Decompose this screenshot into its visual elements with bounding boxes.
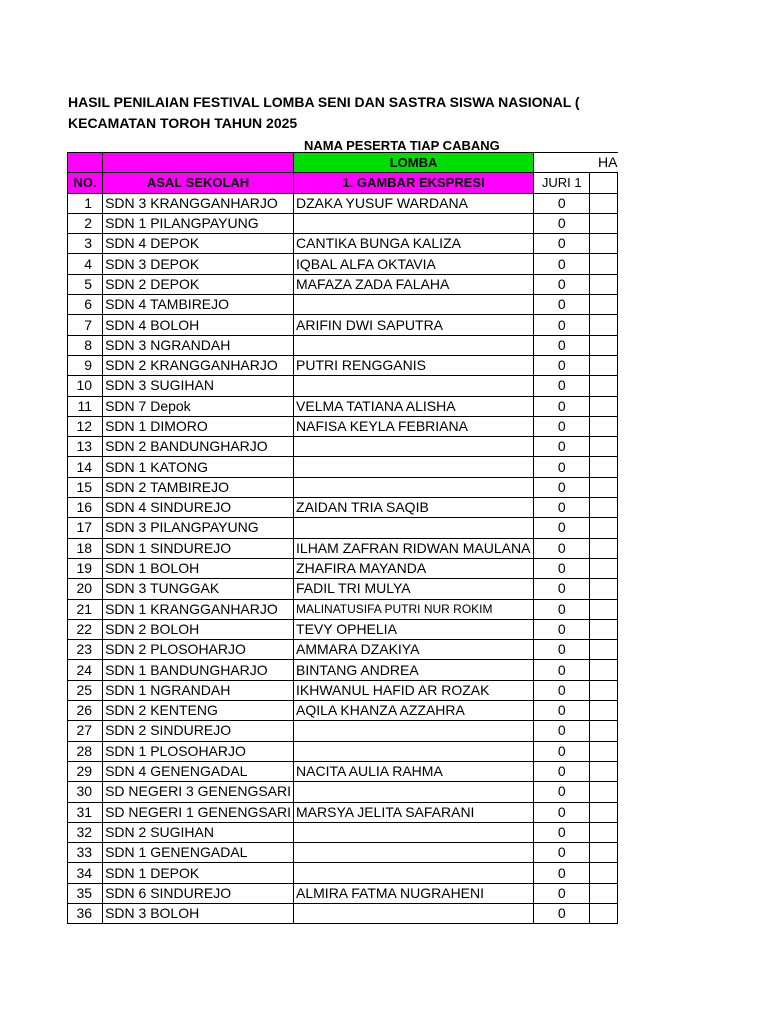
juri-1-score: 0: [534, 883, 590, 903]
header-no-top: [68, 153, 103, 173]
juri-1-score: 0: [534, 619, 590, 639]
results-table: [67, 152, 618, 924]
juri-1-score: 0: [534, 518, 590, 538]
school-name: SDN 1 PLOSOHARJO: [103, 741, 294, 761]
school-name: SDN 1 DEPOK: [103, 863, 294, 883]
subheading: NAMA PESERTA TIAP CABANG: [304, 138, 500, 153]
table-row: [68, 701, 618, 721]
school-name: SDN 2 TAMBIREJO: [103, 477, 294, 497]
juri-1-score: 0: [534, 579, 590, 599]
juri-1-score: 0: [534, 721, 590, 741]
school-name: SDN 2 KENTENG: [103, 701, 294, 721]
juri-1-score: 0: [534, 822, 590, 842]
header-extra: [590, 173, 618, 193]
table-row: [68, 518, 618, 538]
table-row: [68, 599, 618, 619]
juri-1-score: 0: [534, 660, 590, 680]
row-number: 13: [68, 437, 103, 457]
juri-1-score: 0: [534, 213, 590, 233]
row-number: 30: [68, 782, 103, 802]
extra-cell: [590, 701, 618, 721]
row-number: 19: [68, 558, 103, 578]
juri-1-score: 0: [534, 761, 590, 781]
table-row: [68, 680, 618, 700]
participant-name: [294, 518, 534, 538]
row-number: 5: [68, 274, 103, 294]
school-name: SDN 1 KATONG: [103, 457, 294, 477]
school-name: SDN 7 Depok: [103, 396, 294, 416]
table-row: [68, 396, 618, 416]
row-number: 27: [68, 721, 103, 741]
participant-name: [294, 741, 534, 761]
school-name: SDN 1 DIMORO: [103, 416, 294, 436]
participant-name: AQILA KHANZA AZZAHRA: [294, 701, 534, 721]
participant-name: ZHAFIRA MAYANDA: [294, 558, 534, 578]
school-name: SDN 1 PILANGPAYUNG: [103, 213, 294, 233]
header-asal-sekolah: ASAL SEKOLAH: [103, 173, 294, 193]
extra-cell: [590, 903, 618, 923]
table-body: [68, 193, 618, 924]
school-name: SD NEGERI 3 GENENGSARI: [103, 782, 294, 802]
juri-1-score: 0: [534, 376, 590, 396]
table-row: [68, 234, 618, 254]
extra-cell: [590, 234, 618, 254]
participant-name: MALINATUSIFA PUTRI NUR ROKIM: [294, 599, 534, 619]
extra-cell: [590, 437, 618, 457]
row-number: 32: [68, 822, 103, 842]
table-row: [68, 274, 618, 294]
participant-name: [294, 457, 534, 477]
row-number: 20: [68, 579, 103, 599]
row-number: 24: [68, 660, 103, 680]
header-row: [68, 173, 618, 193]
table-row: [68, 477, 618, 497]
table-row: [68, 193, 618, 213]
row-number: 26: [68, 701, 103, 721]
extra-cell: [590, 660, 618, 680]
table-row: [68, 437, 618, 457]
juri-1-score: 0: [534, 538, 590, 558]
juri-1-score: 0: [534, 254, 590, 274]
document-title-line2: KECAMATAN TOROH TAHUN 2025: [68, 115, 298, 131]
participant-name: ARIFIN DWI SAPUTRA: [294, 315, 534, 335]
participant-name: ALMIRA FATMA NUGRAHENI: [294, 883, 534, 903]
participant-name: [294, 477, 534, 497]
school-name: SDN 1 KRANGGANHARJO: [103, 599, 294, 619]
row-number: 16: [68, 498, 103, 518]
table-row: [68, 457, 618, 477]
extra-cell: [590, 782, 618, 802]
juri-1-score: 0: [534, 295, 590, 315]
row-number: 28: [68, 741, 103, 761]
row-number: 29: [68, 761, 103, 781]
row-number: 15: [68, 477, 103, 497]
extra-cell: [590, 254, 618, 274]
school-name: SDN 2 PLOSOHARJO: [103, 640, 294, 660]
school-name: SDN 3 PILANGPAYUNG: [103, 518, 294, 538]
school-name: SDN 4 GENENGADAL: [103, 761, 294, 781]
school-name: SDN 1 NGRANDAH: [103, 680, 294, 700]
table-row: [68, 903, 618, 923]
table-row: [68, 761, 618, 781]
extra-cell: [590, 863, 618, 883]
school-name: SDN 2 SUGIHAN: [103, 822, 294, 842]
participant-name: FADIL TRI MULYA: [294, 579, 534, 599]
table-row: [68, 416, 618, 436]
juri-1-score: 0: [534, 234, 590, 254]
participant-name: ILHAM ZAFRAN RIDWAN MAULANA: [294, 538, 534, 558]
extra-cell: [590, 599, 618, 619]
participant-name: TEVY OPHELIA: [294, 619, 534, 639]
school-name: SDN 4 DEPOK: [103, 234, 294, 254]
participant-name: BINTANG ANDREA: [294, 660, 534, 680]
extra-cell: [590, 640, 618, 660]
participant-name: [294, 213, 534, 233]
juri-1-score: 0: [534, 863, 590, 883]
row-number: 18: [68, 538, 103, 558]
table-row: [68, 376, 618, 396]
row-number: 21: [68, 599, 103, 619]
row-number: 31: [68, 802, 103, 822]
juri-1-score: 0: [534, 315, 590, 335]
extra-cell: [590, 761, 618, 781]
table-row: [68, 782, 618, 802]
extra-cell: [590, 822, 618, 842]
juri-1-score: 0: [534, 457, 590, 477]
table-row: [68, 802, 618, 822]
juri-1-score: 0: [534, 802, 590, 822]
row-number: 6: [68, 295, 103, 315]
school-name: SDN 1 SINDUREJO: [103, 538, 294, 558]
juri-1-score: 0: [534, 680, 590, 700]
extra-cell: [590, 843, 618, 863]
participant-name: [294, 376, 534, 396]
table-row: [68, 538, 618, 558]
header-asal-top: [103, 153, 294, 173]
school-name: SDN 3 TUNGGAK: [103, 579, 294, 599]
table-row: [68, 295, 618, 315]
juri-1-score: 0: [534, 477, 590, 497]
table-row: [68, 640, 618, 660]
juri-1-score: 0: [534, 335, 590, 355]
participant-name: NACITA AULIA RAHMA: [294, 761, 534, 781]
school-name: SDN 2 BANDUNGHARJO: [103, 437, 294, 457]
juri-1-score: 0: [534, 741, 590, 761]
row-number: 7: [68, 315, 103, 335]
table-row: [68, 843, 618, 863]
header-juri-1: JURI 1: [534, 173, 590, 193]
table-row: [68, 619, 618, 639]
school-name: SDN 2 KRANGGANHARJO: [103, 355, 294, 375]
table-row: [68, 335, 618, 355]
extra-cell: [590, 741, 618, 761]
participant-name: [294, 863, 534, 883]
participant-name: [294, 782, 534, 802]
juri-1-score: 0: [534, 701, 590, 721]
juri-1-score: 0: [534, 558, 590, 578]
school-name: SDN 3 NGRANDAH: [103, 335, 294, 355]
participant-name: MAFAZA ZADA FALAHA: [294, 274, 534, 294]
row-number: 4: [68, 254, 103, 274]
participant-name: VELMA TATIANA ALISHA: [294, 396, 534, 416]
juri-1-score: 0: [534, 843, 590, 863]
extra-cell: [590, 538, 618, 558]
participant-name: [294, 903, 534, 923]
juri-1-score: 0: [534, 416, 590, 436]
school-name: SD NEGERI 1 GENENGSARI: [103, 802, 294, 822]
extra-cell: [590, 558, 618, 578]
extra-cell: [590, 721, 618, 741]
row-number: 22: [68, 619, 103, 639]
extra-cell: [590, 355, 618, 375]
row-number: 12: [68, 416, 103, 436]
table-row: [68, 579, 618, 599]
table-row: [68, 254, 618, 274]
extra-cell: [590, 396, 618, 416]
extra-cell: [590, 457, 618, 477]
row-number: 14: [68, 457, 103, 477]
table-row: [68, 558, 618, 578]
table-row: [68, 741, 618, 761]
participant-name: AMMARA DZAKIYA: [294, 640, 534, 660]
document-title-line1: HASIL PENILAIAN FESTIVAL LOMBA SENI DAN SASTRA SISWA NASIONAL (: [68, 94, 580, 110]
participant-name: [294, 295, 534, 315]
extra-cell: [590, 213, 618, 233]
row-number: 25: [68, 680, 103, 700]
school-name: SDN 3 BOLOH: [103, 903, 294, 923]
school-name: SDN 2 BOLOH: [103, 619, 294, 639]
row-number: 17: [68, 518, 103, 538]
row-number: 36: [68, 903, 103, 923]
participant-name: CANTIKA BUNGA KALIZA: [294, 234, 534, 254]
extra-cell: [590, 619, 618, 639]
participant-name: IQBAL ALFA OKTAVIA: [294, 254, 534, 274]
table-row: [68, 883, 618, 903]
extra-cell: [590, 477, 618, 497]
extra-cell: [590, 680, 618, 700]
juri-1-score: 0: [534, 355, 590, 375]
juri-1-score: 0: [534, 782, 590, 802]
extra-cell: [590, 193, 618, 213]
extra-cell: [590, 498, 618, 518]
juri-1-score: 0: [534, 437, 590, 457]
table-row: [68, 822, 618, 842]
juri-1-score: 0: [534, 903, 590, 923]
juri-1-score: 0: [534, 193, 590, 213]
school-name: SDN 3 DEPOK: [103, 254, 294, 274]
participant-name: ZAIDAN TRIA SAQIB: [294, 498, 534, 518]
extra-cell: [590, 274, 618, 294]
juri-1-score: 0: [534, 396, 590, 416]
extra-cell: [590, 802, 618, 822]
table-row: [68, 213, 618, 233]
school-name: SDN 2 DEPOK: [103, 274, 294, 294]
participant-name: MARSYA JELITA SAFARANI: [294, 802, 534, 822]
table-row: [68, 660, 618, 680]
participant-name: IKHWANUL HAFID AR ROZAK: [294, 680, 534, 700]
extra-cell: [590, 315, 618, 335]
row-number: 33: [68, 843, 103, 863]
school-name: SDN 1 GENENGADAL: [103, 843, 294, 863]
participant-name: NAFISA KEYLA FEBRIANA: [294, 416, 534, 436]
juri-1-score: 0: [534, 640, 590, 660]
participant-name: [294, 335, 534, 355]
participant-name: [294, 822, 534, 842]
row-number: 3: [68, 234, 103, 254]
extra-cell: [590, 376, 618, 396]
participant-name: [294, 437, 534, 457]
school-name: SDN 2 SINDUREJO: [103, 721, 294, 741]
extra-cell: [590, 518, 618, 538]
row-number: 8: [68, 335, 103, 355]
row-number: 1: [68, 193, 103, 213]
extra-cell: [590, 416, 618, 436]
juri-1-score: 0: [534, 599, 590, 619]
row-number: 23: [68, 640, 103, 660]
table-row: [68, 355, 618, 375]
table-row: [68, 863, 618, 883]
participant-name: [294, 843, 534, 863]
school-name: SDN 3 KRANGGANHARJO: [103, 193, 294, 213]
header-no: NO.: [68, 173, 103, 193]
school-name: SDN 3 SUGIHAN: [103, 376, 294, 396]
header-lomba: LOMBA: [294, 153, 534, 173]
row-number: 2: [68, 213, 103, 233]
school-name: SDN 4 SINDUREJO: [103, 498, 294, 518]
row-number: 11: [68, 396, 103, 416]
school-name: SDN 4 TAMBIREJO: [103, 295, 294, 315]
school-name: SDN 6 SINDUREJO: [103, 883, 294, 903]
header-gambar-ekspresi: 1. GAMBAR EKSPRESI: [294, 173, 534, 193]
extra-cell: [590, 335, 618, 355]
extra-cell: [590, 295, 618, 315]
table-row: [68, 721, 618, 741]
header-row-top: [68, 153, 618, 173]
row-number: 35: [68, 883, 103, 903]
row-number: 9: [68, 355, 103, 375]
juri-1-score: 0: [534, 498, 590, 518]
row-number: 10: [68, 376, 103, 396]
table-row: [68, 315, 618, 335]
school-name: SDN 1 BOLOH: [103, 558, 294, 578]
header-ha: HA: [534, 153, 618, 173]
extra-cell: [590, 579, 618, 599]
extra-cell: [590, 883, 618, 903]
school-name: SDN 4 BOLOH: [103, 315, 294, 335]
participant-name: [294, 721, 534, 741]
school-name: SDN 1 BANDUNGHARJO: [103, 660, 294, 680]
participant-name: PUTRI RENGGANIS: [294, 355, 534, 375]
table-row: [68, 498, 618, 518]
juri-1-score: 0: [534, 274, 590, 294]
row-number: 34: [68, 863, 103, 883]
participant-name: DZAKA YUSUF WARDANA: [294, 193, 534, 213]
